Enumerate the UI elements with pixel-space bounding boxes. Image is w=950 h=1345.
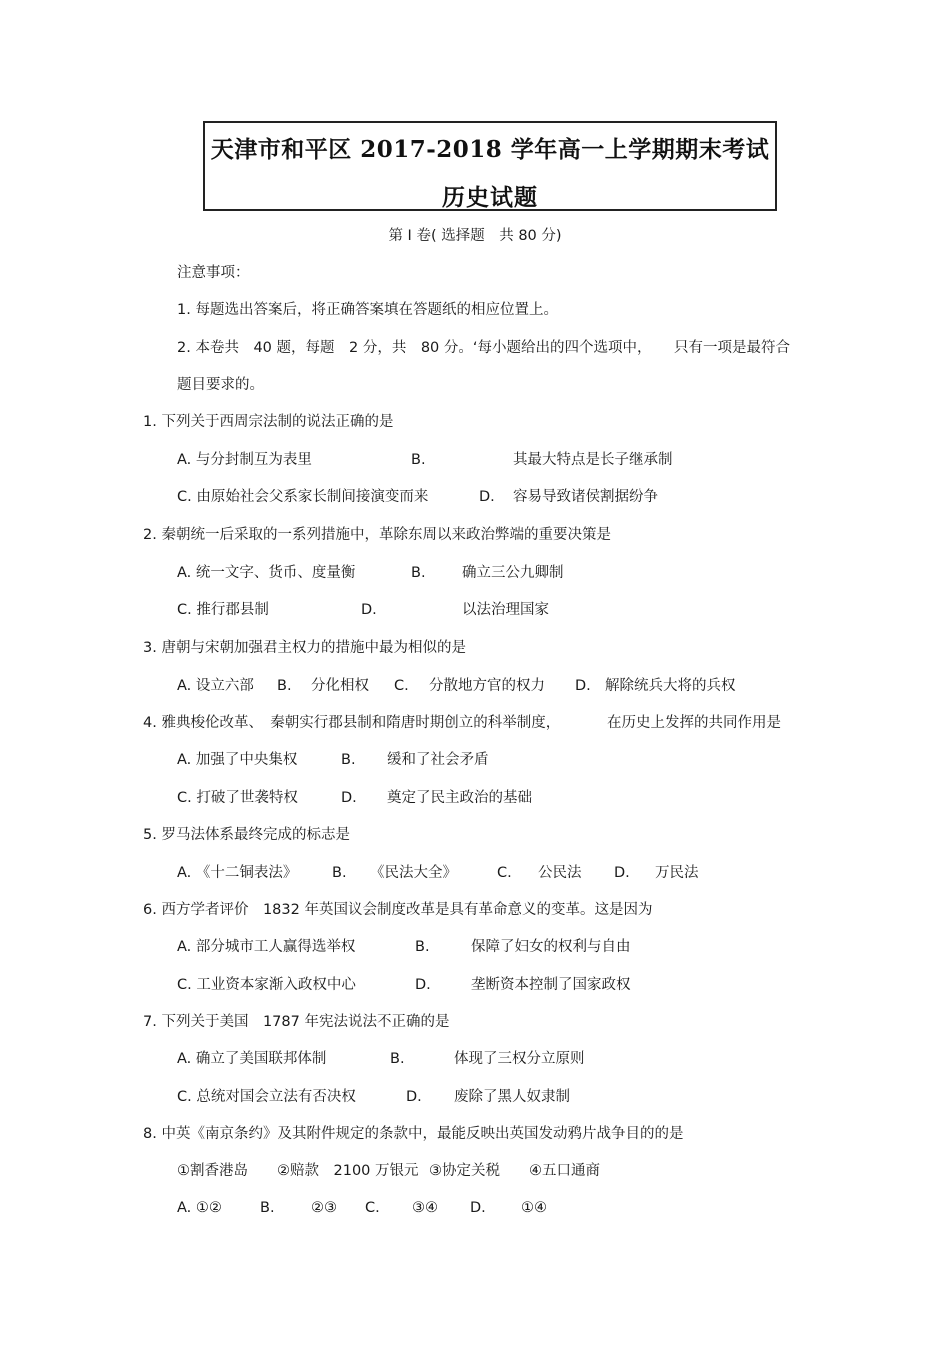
item-2: ②赔款 2100 万银元 xyxy=(277,1163,419,1179)
option-b-text: 其最大特点是长子继承制 xyxy=(513,452,673,468)
option-b-letter: B. xyxy=(341,752,356,768)
option-a: A. 统一文字、货币、度量衡 xyxy=(177,565,356,581)
item-3: ③协定关税 xyxy=(429,1163,500,1179)
option-d-text: 垄断资本控制了国家政权 xyxy=(471,977,631,993)
option-a: A. 确立了美国联邦体制 xyxy=(177,1051,327,1067)
option-d-letter: D. xyxy=(341,790,357,806)
question-6-stem: 6. 西方学者评价 1832 年英国议会制度改革是具有革命意义的变革。这是因为 xyxy=(143,902,653,918)
notice-item-1: 1. 每题选出答案后，将正确答案填在答题纸的相应位置上。 xyxy=(177,302,558,318)
option-d-letter: D. xyxy=(614,865,630,881)
option-c: C. 推行郡县制 xyxy=(177,602,269,618)
item-1: ①割香港岛 xyxy=(177,1163,248,1179)
option-c-text: 公民法 xyxy=(538,865,582,881)
option-d-text: 以法治理国家 xyxy=(462,602,549,618)
exam-subtitle: 历史试题 xyxy=(442,184,538,211)
option-d-letter: D. xyxy=(575,678,591,694)
option-a: A. 加强了中央集权 xyxy=(177,752,298,768)
option-b-text: ②③ xyxy=(311,1200,337,1216)
option-b-text: 体现了三权分立原则 xyxy=(454,1051,585,1067)
option-d-text: 奠定了民主政治的基础 xyxy=(387,790,532,806)
option-c: C. 总统对国会立法有否决权 xyxy=(177,1089,356,1105)
option-b-letter: B. xyxy=(332,865,347,881)
notice-item-2-cont: 题目要求的。 xyxy=(177,377,264,393)
question-3-stem: 3. 唐朝与宋朝加强君主权力的措施中最为相似的是 xyxy=(143,640,466,656)
option-b-letter: B. xyxy=(390,1051,405,1067)
option-c-text: ③④ xyxy=(412,1200,438,1216)
option-d-letter: D. xyxy=(470,1200,486,1216)
option-b-letter: B. xyxy=(277,678,292,694)
option-a: A. 《十二铜表法》 xyxy=(177,865,298,881)
option-c-letter: C. xyxy=(365,1200,380,1216)
option-a: A. 与分封制互为表里 xyxy=(177,452,312,468)
option-b-letter: B. xyxy=(260,1200,275,1216)
option-d-text: 解除统兵大将的兵权 xyxy=(605,678,736,694)
option-b-letter: B. xyxy=(411,452,426,468)
option-c: C. 由原始社会父系家长制间接演变而来 xyxy=(177,489,429,505)
question-7-stem: 7. 下列关于美国 1787 年宪法说法不正确的是 xyxy=(143,1014,450,1030)
option-b-letter: B. xyxy=(415,939,430,955)
option-b-text: 分化相权 xyxy=(311,678,369,694)
option-d-letter: D. xyxy=(415,977,431,993)
option-b-text: 保障了妇女的权利与自由 xyxy=(471,939,631,955)
notice-item-2-part-b: 只有一项是最符合 xyxy=(674,340,790,356)
option-d-text: 万民法 xyxy=(655,865,699,881)
option-a: A. 部分城市工人赢得选举权 xyxy=(177,939,356,955)
option-c: C. 打破了世袭特权 xyxy=(177,790,298,806)
option-b-letter: B. xyxy=(411,565,426,581)
option-c-letter: C. xyxy=(394,678,409,694)
question-4-stem-part-b: 在历史上发挥的共同作用是 xyxy=(607,715,781,731)
option-d-text: ①④ xyxy=(521,1200,547,1216)
option-b-text: 缓和了社会矛盾 xyxy=(387,752,489,768)
question-5-stem: 5. 罗马法体系最终完成的标志是 xyxy=(143,827,350,843)
question-2-stem: 2. 秦朝统一后采取的一系列措施中，革除东周以来政治弊端的重要决策是 xyxy=(143,527,611,543)
question-1-stem: 1. 下列关于西周宗法制的说法正确的是 xyxy=(143,414,394,430)
option-d-letter: D. xyxy=(406,1089,422,1105)
question-4-stem-part-a: 4. 雅典梭伦改革、 秦朝实行郡县制和隋唐时期创立的科举制度， xyxy=(143,715,561,731)
option-a: A. 设立六部 xyxy=(177,678,254,694)
option-c-text: 分散地方官的权力 xyxy=(429,678,545,694)
notice-heading: 注意事项： xyxy=(177,265,250,281)
section-header: 第 I 卷( 选择题 共 80 分) xyxy=(388,228,562,244)
question-8-stem: 8. 中英《南京条约》及其附件规定的条款中，最能反映出英国发动鸦片战争目的的是 xyxy=(143,1126,684,1142)
option-a: A. ①② xyxy=(177,1200,222,1216)
option-b-text: 《民法大全》 xyxy=(370,865,457,881)
option-d-text: 容易导致诸侯割据纷争 xyxy=(513,489,658,505)
option-c-letter: C. xyxy=(497,865,512,881)
item-4: ④五口通商 xyxy=(529,1163,600,1179)
title-box xyxy=(203,121,777,211)
option-c: C. 工业资本家渐入政权中心 xyxy=(177,977,356,993)
option-d-letter: D. xyxy=(479,489,495,505)
option-d-letter: D. xyxy=(361,602,377,618)
notice-item-2-part-a: 2. 本卷共 40 题，每题 2 分，共 80 分。‘每小题给出的四个选项中， xyxy=(177,340,652,356)
option-d-text: 废除了黑人奴隶制 xyxy=(454,1089,570,1105)
option-b-text: 确立三公九卿制 xyxy=(462,565,564,581)
exam-title: 天津市和平区 2017-2018 学年高一上学期期末考试 xyxy=(210,136,770,163)
